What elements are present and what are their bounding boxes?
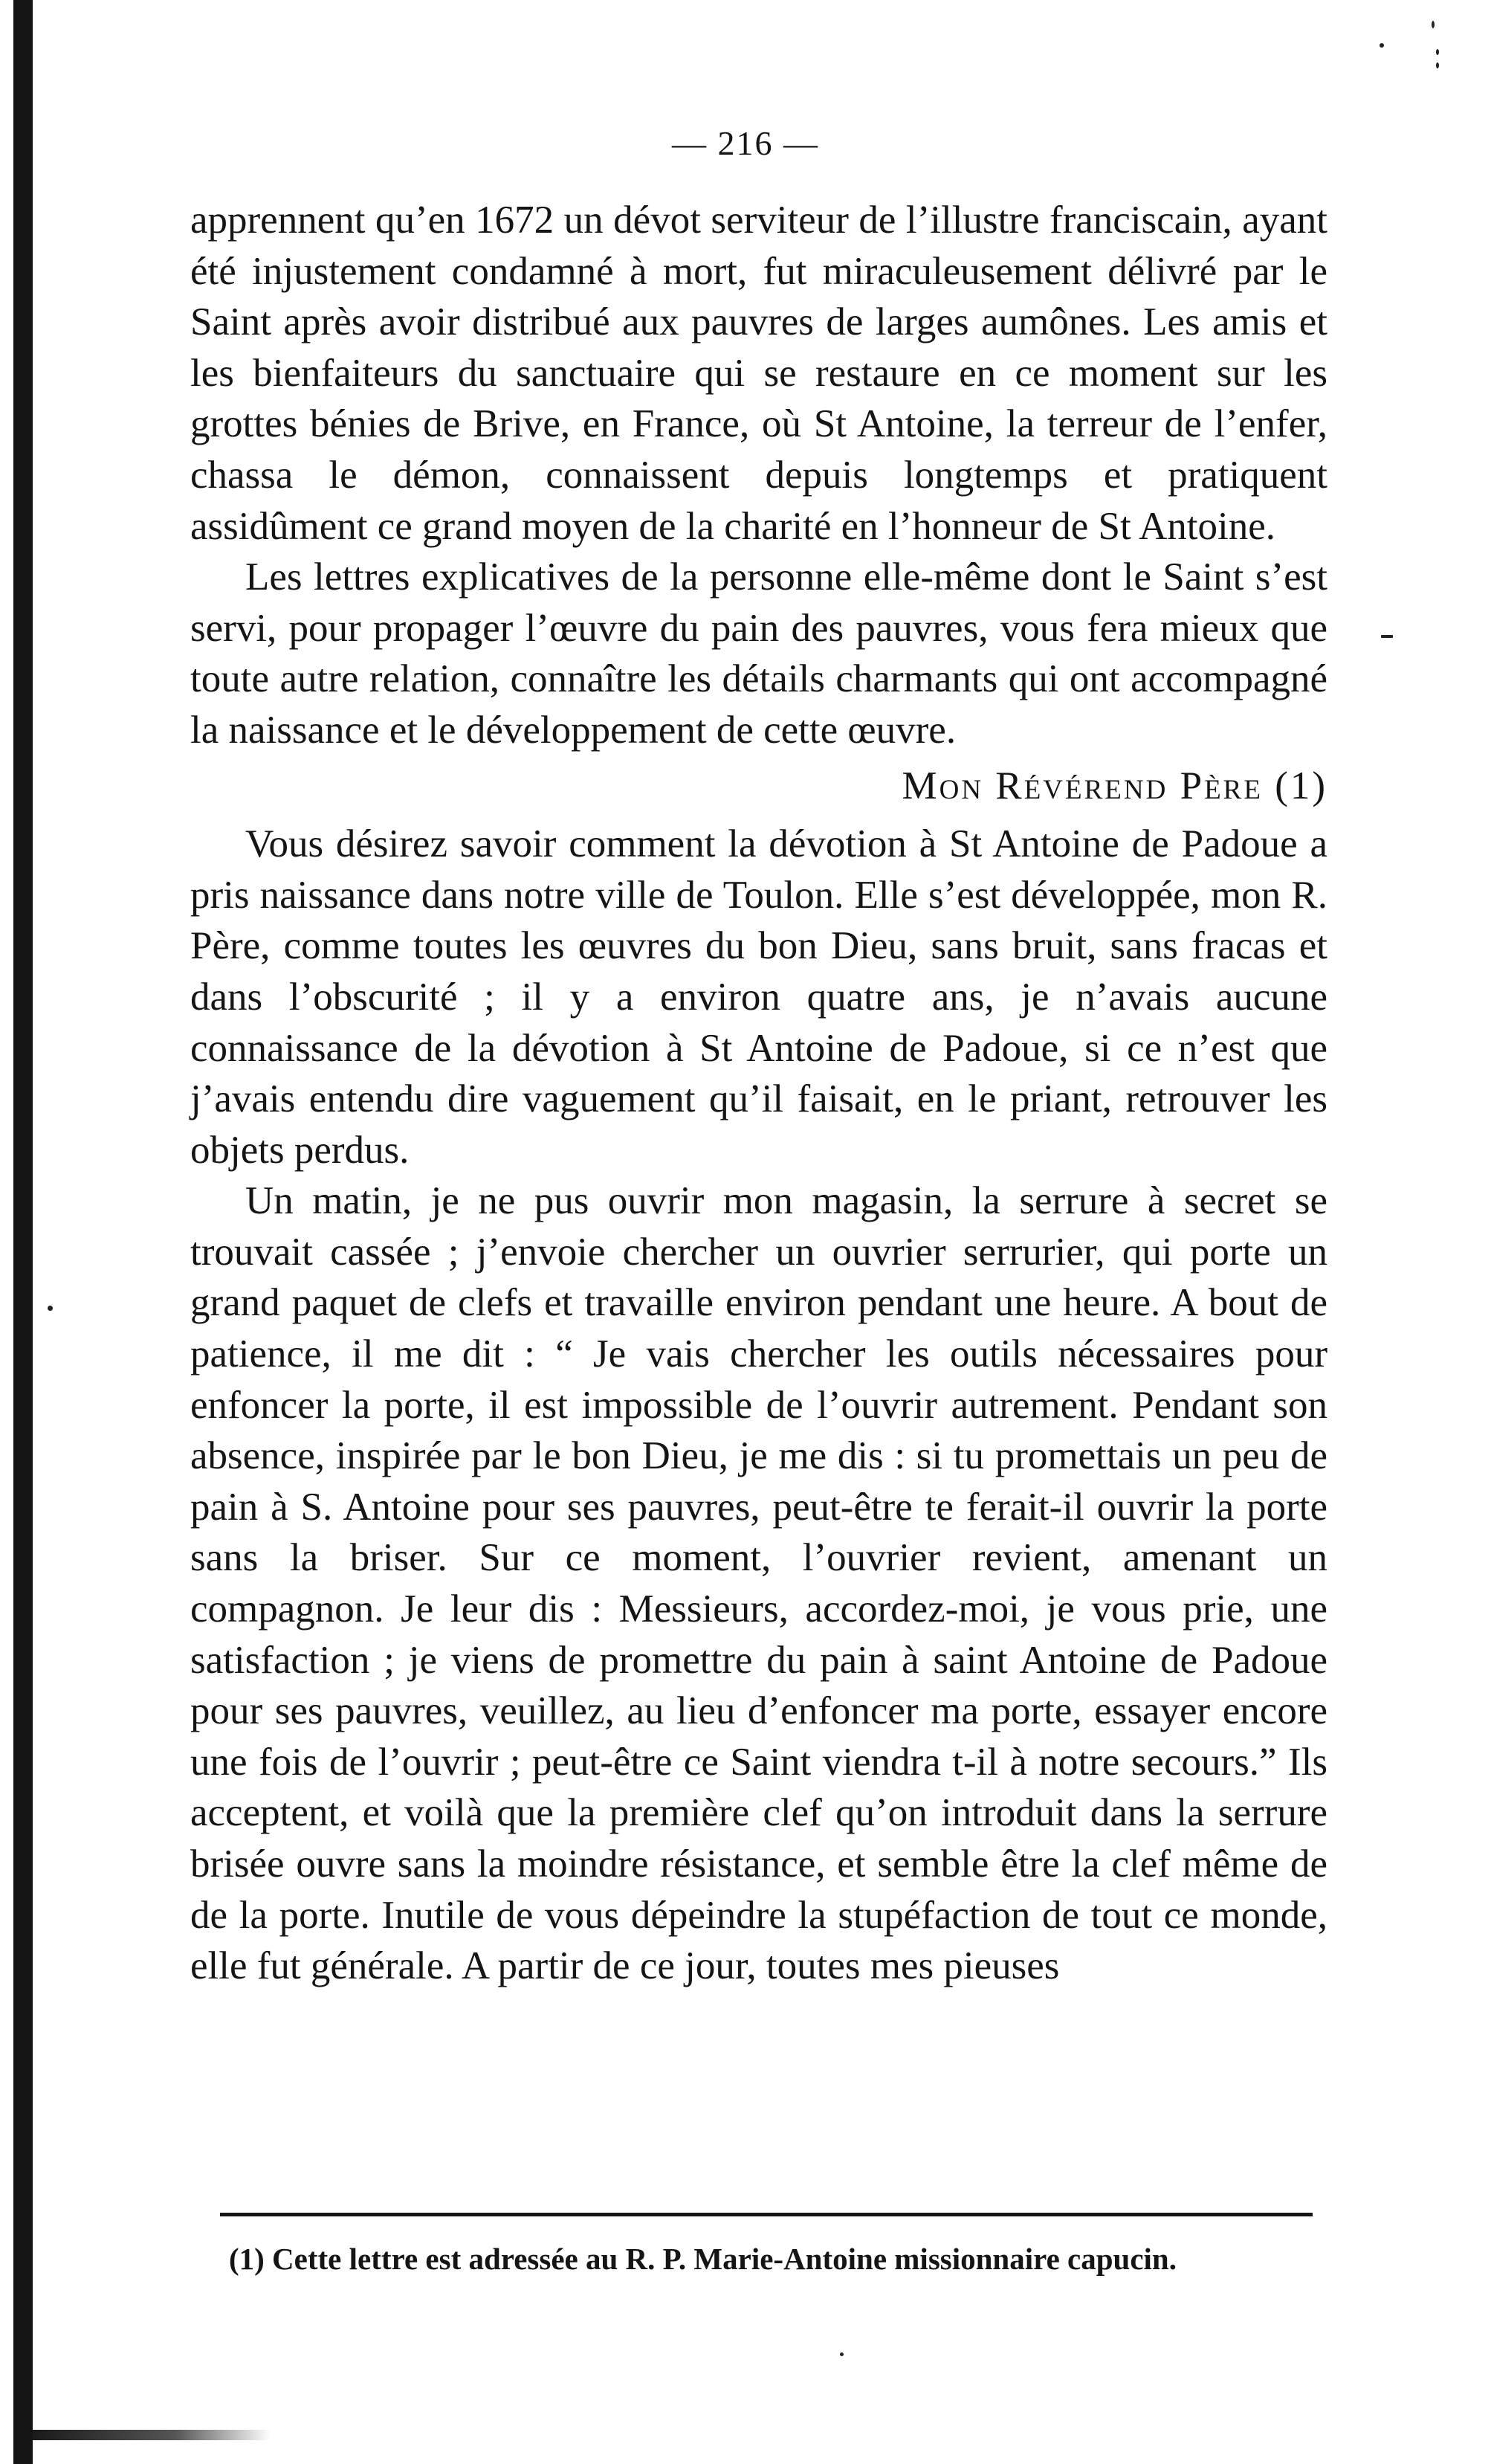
page-speck xyxy=(48,1306,53,1311)
paragraph-letters-intro: Les lettres explicatives de la personne elle-même dont le Saint s’est servi, pour propager l’œuvre du pain des pauvres, vous fera mieux que toute autre relation, connaître les détails charmants qui ont accompagné la naissance et le développement de cette œuvre. xyxy=(190,555,1327,752)
book-binding-shadow xyxy=(33,2430,271,2440)
body-text xyxy=(190,195,1327,1992)
paragraph-letter-2: Un matin, je ne pus ouvrir mon magasin, la serrure à secret se trouvait cassée ; j’envoie chercher un ouvrier serrurier, qui porte un grand paquet de clefs et travaille environ pendant une heure. A bout de patience, il me dit : “ Je vais chercher les outils nécessaires pour enfoncer la porte, il est impossible de l’ouvrir autrement. Pendant son absence, inspirée par le bon Dieu, je me dis : si tu promettais un peu de pain à S. Antoine pour ses pauvres, peut-être te ferait-il ouvrir la porte sans la briser. Sur ce moment, l’ouvrier revient, amenant un compagnon. Je leur dis : Messieurs, accordez-moi, je vous prie, une satisfaction ; je viens de promettre du pain à saint Antoine de Padoue pour ses pauvres, veuillez, au lieu d’enfoncer ma porte, essayer encore une fois de l’ouvrir ; peut-être ce Saint viendra t-il à notre secours.” Ils acceptent, et voilà que la première clef qu’on introduit dans la serrure brisée ouvre sans la moindre résistance, et semble être la clef même de de la porte. Inutile de vous dépeindre la stupéfaction de tout ce monde, elle fut générale. A partir de ce jour, toutes mes pieuses xyxy=(190,1179,1327,1988)
page-speck xyxy=(1436,62,1439,68)
page-speck xyxy=(840,2352,844,2356)
paragraph-letter-1: Vous désirez savoir comment la dévotion à St Antoine de Padoue a pris naissance dans notre ville de Toulon. Elle s’est développée, mon R. Père, comme toutes les œuvres du bon Dieu, sans bruit, sans fracas et dans l’obscurité ; il y a environ quatre ans, je n’avais aucune connaissance de la dévotion à St Antoine de Padoue, si ce n’est que j’avais entendu dire vaguement qu’il faisait, en le priant, retrouver les objets perdus. xyxy=(190,822,1327,1172)
footnote: (1) Cette lettre est adressée au R. P. Marie-Antoine missionnaire capucin. xyxy=(229,2242,1177,2276)
book-binding-edge xyxy=(13,0,33,2464)
page-number: — 216 — xyxy=(672,124,819,162)
page-speck xyxy=(1381,635,1393,638)
letter-salutation: Mon Révérend Père (1) xyxy=(902,764,1327,807)
page-speck xyxy=(1380,43,1384,48)
paragraph-continuation: apprennent qu’en 1672 un dévot serviteur de l’illustre franciscain, ayant été injustement condamné à mort, fut miraculeusement délivré par le Saint après avoir distribué aux pauvres de larges aumônes. Les amis et les bienfaiteurs du sanctuaire qui se restaure en ce moment sur les grottes bénies de Brive, en France, où St Antoine, la terreur de l’enfer, chassa le démon, connaissent depuis longtemps et pratiquent assidûment ce grand moyen de la charité en l’honneur de St Antoine. xyxy=(190,199,1327,548)
page-speck xyxy=(1436,49,1439,55)
footnote-rule xyxy=(220,2213,1313,2216)
page-speck xyxy=(1432,21,1435,28)
